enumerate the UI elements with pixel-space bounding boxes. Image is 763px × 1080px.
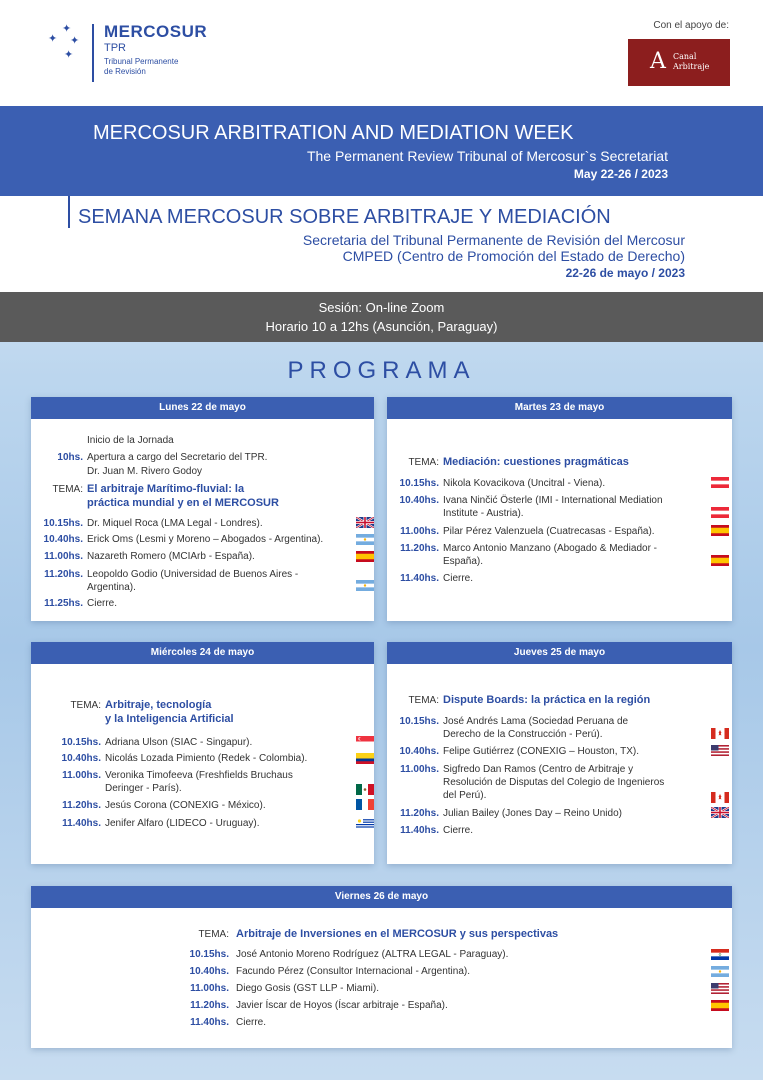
speaker-cont: del Perú). (443, 790, 487, 801)
speaker: Marco Antonio Manzano (Abogado & Mediador - (443, 543, 658, 554)
english-title-band (0, 106, 763, 196)
speaker: Cierre. (236, 1017, 267, 1028)
france-flag-icon (356, 799, 374, 810)
day-header: Viernes 26 de mayo (31, 886, 732, 908)
time: 11.40hs. (400, 825, 439, 836)
tema-title-1: El arbitraje Marítimo-fluvial: la (87, 483, 245, 495)
stars-icon: ✦ ✦ ✦ ✦ (48, 23, 80, 61)
opening-text-3: Dr. Juan M. Rivero Godoy (87, 466, 203, 477)
tema-label: TEMA: (408, 695, 439, 706)
spain-flag-icon (711, 555, 729, 566)
speaker: Ivana Ninčić Österle (IMI - International Mediation (443, 495, 663, 506)
spanish-subtitle-2: CMPED (Centro de Promoción del Estado de Derecho) (342, 248, 685, 264)
speaker-cont: Argentina). (87, 582, 136, 593)
logo-mercosur: MERCOSUR (104, 22, 208, 41)
speaker: Cierre. (443, 573, 474, 584)
tema-title-2: práctica mundial y en el MERCOSUR (87, 497, 279, 509)
time: 10.40hs. (399, 495, 439, 506)
tema-title: Arbitraje de Inversiones en el MERCOSUR y sus perspectivas (236, 928, 559, 940)
time: 10.40hs. (43, 534, 83, 545)
spanish-divider (68, 196, 70, 228)
speaker: Erick Oms (Lesmi y Moreno – Abogados - Argentina). (87, 534, 324, 545)
logo-divider (92, 24, 94, 82)
logo-subtitle-1: Tribunal Permanente (104, 57, 179, 66)
speaker: Pilar Pérez Valenzuela (Cuatrecasas - España). (443, 526, 655, 537)
speaker: Jesús Corona (CONEXIG - México). (105, 800, 266, 811)
usa-flag-icon (711, 983, 729, 994)
time: 11.20hs. (190, 1000, 229, 1011)
austria-flag-icon (711, 507, 729, 518)
time: 10.15hs. (399, 478, 439, 489)
logo-tpr: TPR (104, 42, 126, 54)
singapore-flag-icon (356, 736, 374, 747)
spain-flag-icon (356, 551, 374, 562)
speaker: Cierre. (87, 598, 118, 609)
speaker: Nikola Kovacikova (Uncitral - Viena). (443, 478, 606, 489)
argentina-flag-icon (711, 966, 729, 977)
speaker: Julian Bailey (Jones Day – Reino Unido) (443, 808, 622, 819)
speaker-cont: Institute - Austria). (443, 508, 524, 519)
time: 10.15hs. (189, 949, 229, 960)
speaker: Facundo Pérez (Consultor Internacional - Argentina). (236, 966, 471, 977)
tema-label: TEMA: (408, 457, 439, 468)
time: 10hs. (57, 452, 83, 463)
time: 11.20hs. (400, 543, 439, 554)
english-subtitle: The Permanent Review Tribunal of Mercosur`s Secretariat (306, 148, 668, 164)
speaker: Nazareth Romero (MCIArb - España). (87, 551, 255, 562)
day-box-thursday (387, 642, 732, 864)
speaker: Jenifer Alfaro (LIDECO - Uruguay). (105, 818, 260, 829)
canal-arbitraje-logo (628, 39, 730, 86)
tema-label: TEMA: (52, 484, 83, 495)
time: 11.00hs. (44, 551, 83, 562)
argentina-flag-icon (356, 580, 374, 591)
time: 11.25hs. (44, 598, 83, 609)
spanish-title-band (0, 196, 763, 292)
speaker: José Andrés Lama (Sociedad Peruana de (443, 716, 629, 727)
paraguay-flag-icon (711, 949, 729, 960)
time: 11.00hs. (190, 983, 229, 994)
time: 11.40hs. (400, 573, 439, 584)
spanish-subtitle-1: Secretaria del Tribunal Permanente de Revisión del Mercosur (302, 232, 685, 248)
mexico-flag-icon (356, 784, 374, 795)
uruguay-flag-icon (356, 818, 374, 829)
support-label: Con el apoyo de: (653, 20, 729, 31)
day-header: Martes 23 de mayo (387, 397, 732, 419)
time: 11.00hs. (62, 770, 101, 781)
logo-subtitle-2: de Revisión (104, 67, 146, 76)
opening-text-2: Apertura a cargo del Secretario del TPR. (87, 452, 268, 463)
time: 11.00hs. (400, 764, 439, 775)
spanish-date: 22-26 de mayo / 2023 (565, 266, 685, 280)
session-line-1: Sesión: On-line Zoom (318, 300, 445, 315)
time: 10.15hs. (399, 716, 439, 727)
speaker: Cierre. (443, 825, 474, 836)
english-date: May 22-26 / 2023 (573, 167, 668, 181)
time: 10.40hs. (61, 753, 101, 764)
speaker: Adriana Ulson (SIAC - Singapur). (105, 737, 253, 748)
time: 11.40hs. (190, 1017, 229, 1028)
time: 11.40hs. (62, 818, 101, 829)
spain-flag-icon (711, 1000, 729, 1011)
speaker: Sigfredo Dan Ramos (Centro de Arbitraje y (443, 764, 634, 775)
time: 10.15hs. (61, 737, 101, 748)
time: 11.20hs. (62, 800, 101, 811)
speaker-cont: Deringer - París). (105, 783, 182, 794)
spanish-title: SEMANA MERCOSUR SOBRE ARBITRAJE Y MEDIACIÓN (78, 206, 611, 228)
day-box-monday (31, 397, 374, 621)
speaker: Diego Gosis (GST LLP - Miami). (236, 983, 380, 994)
opening-text: Inicio de la Jornada (87, 435, 174, 446)
uk-flag-icon (356, 517, 374, 528)
day-box-tuesday (387, 397, 732, 621)
session-band (0, 292, 763, 342)
tema-title-2: y la Inteligencia Artificial (105, 713, 234, 725)
austria-flag-icon (711, 477, 729, 488)
canal-line-2: Arbitraje (673, 62, 710, 71)
day-header: Lunes 22 de mayo (31, 397, 374, 419)
canal-a-icon: A (650, 49, 666, 74)
time: 10.40hs. (189, 966, 229, 977)
speaker: José Antonio Moreno Rodríguez (ALTRA LEGAL - Paraguay). (236, 949, 509, 960)
uk-flag-icon (711, 807, 729, 818)
session-line-2: Horario 10 a 12hs (Asunción, Paraguay) (265, 319, 498, 334)
colombia-flag-icon (356, 753, 374, 764)
speaker: Javier Íscar de Hoyos (Íscar arbitraje - España). (236, 1000, 448, 1011)
time: 11.20hs. (400, 808, 439, 819)
time: 10.40hs. (399, 746, 439, 757)
speaker-cont: Derecho de la Construcción - Perú). (443, 729, 603, 740)
spain-flag-icon (711, 525, 729, 536)
time: 11.20hs. (44, 569, 83, 580)
speaker: Nicolás Lozada Pimiento (Redek - Colombia). (105, 753, 308, 764)
canada-flag-icon (711, 792, 729, 803)
day-box-friday (31, 886, 732, 1048)
speaker-cont: Resolución de Disputas del Colegio de Ingenieros (443, 777, 665, 788)
usa-flag-icon (711, 745, 729, 756)
speaker: Dr. Miquel Roca (LMA Legal - Londres). (87, 518, 263, 529)
canada-flag-icon (711, 728, 729, 739)
tema-title-1: Arbitraje, tecnología (105, 699, 212, 711)
english-title: MERCOSUR ARBITRATION AND MEDIATION WEEK (93, 122, 574, 144)
page-header (0, 0, 763, 106)
canal-line-1: Canal (673, 52, 697, 61)
argentina-flag-icon (356, 534, 374, 545)
day-header: Jueves 25 de mayo (387, 642, 732, 664)
day-header: Miércoles 24 de mayo (31, 642, 374, 664)
time: 11.00hs. (400, 526, 439, 537)
tema-label: TEMA: (70, 700, 101, 711)
tema-title: Dispute Boards: la práctica en la región (443, 694, 651, 706)
time: 10.15hs. (43, 518, 83, 529)
day-box-wednesday (31, 642, 374, 864)
speaker: Veronika Timofeeva (Freshfields Bruchaus (105, 770, 293, 781)
programa-heading: PROGRAMA (287, 357, 476, 384)
tema-label: TEMA: (198, 929, 229, 940)
speaker-cont: España). (443, 556, 484, 567)
tema-title: Mediación: cuestiones pragmáticas (443, 456, 629, 468)
speaker: Felipe Gutiérrez (CONEXIG – Houston, TX). (443, 746, 639, 757)
speaker: Leopoldo Godio (Universidad de Buenos Aires - (87, 569, 299, 580)
